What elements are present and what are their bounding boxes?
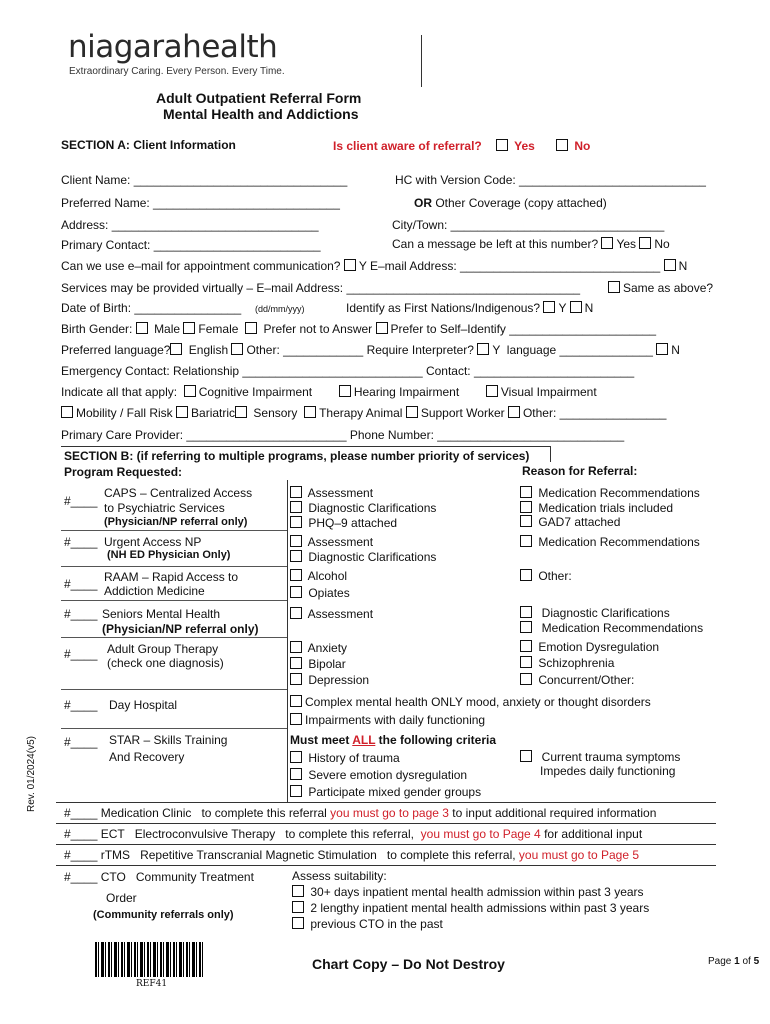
group-emotion[interactable]: Emotion Dysregulation <box>520 640 659 654</box>
medication-clinic-row: #____ Medication Clinic to complete this referral you must go to page 3 to input additional required information <box>64 806 657 820</box>
group-note: (check one diagnosis) <box>107 656 224 670</box>
star-severe[interactable]: Severe emotion dysregulation <box>290 768 467 782</box>
checkbox[interactable] <box>290 550 302 562</box>
cto-30-days[interactable]: 30+ days inpatient mental health admission within past 3 years <box>292 885 644 899</box>
checkbox[interactable] <box>520 535 532 547</box>
group-depression[interactable]: Depression <box>290 673 369 687</box>
revision-label: Rev. 01/2024(v5) <box>26 736 37 812</box>
cto-2-admissions[interactable]: 2 lengthy inpatient mental health admissions within past 3 years <box>292 901 649 915</box>
seniors-diagnostic[interactable]: Diagnostic Clarifications <box>520 606 670 620</box>
row-separator <box>61 566 287 567</box>
checkbox[interactable] <box>290 607 302 619</box>
group-anxiety[interactable]: Anxiety <box>290 641 347 655</box>
email-no-checkbox[interactable] <box>664 259 676 271</box>
logo-divider <box>421 35 422 87</box>
aware-question: Is client aware of referral? <box>333 139 482 153</box>
visual-checkbox[interactable] <box>486 385 498 397</box>
aware-yes[interactable]: Yes <box>496 139 535 153</box>
address-field[interactable]: Address: _______________________________ <box>61 218 319 232</box>
cto-previous[interactable]: previous CTO in the past <box>292 917 443 931</box>
client-name-field[interactable]: Client Name: ________________________________ <box>61 173 348 187</box>
preferred-name-field[interactable]: Preferred Name: ____________________________ <box>61 196 340 210</box>
emergency-contact-field[interactable]: Emergency Contact: Relationship ___________________________ Contact: ________________________ <box>61 364 635 378</box>
checkbox[interactable] <box>290 486 302 498</box>
english-checkbox[interactable] <box>170 343 182 355</box>
section-b-right-line <box>550 446 551 462</box>
first-nations-question: Identify as First Nations/Indigenous? Y N <box>346 301 594 315</box>
birth-gender-row: Birth Gender: Male Female Prefer not to Answer Prefer to Self–Identify ______________________ <box>61 322 657 336</box>
cognitive-checkbox[interactable] <box>184 385 196 397</box>
raam-name: RAAM – Rapid Access to <box>104 570 239 584</box>
group-name: Adult Group Therapy <box>107 642 219 656</box>
form-subtitle: Mental Health and Addictions <box>163 106 359 122</box>
checkbox[interactable] <box>520 640 532 652</box>
self-identify-checkbox[interactable] <box>376 322 388 334</box>
aware-no-checkbox[interactable] <box>556 139 568 151</box>
caps-note: (Physician/NP referral only) <box>104 516 248 528</box>
caps-name-2: to Psychiatric Services <box>104 501 225 515</box>
checkbox[interactable] <box>290 785 302 797</box>
dob-format: (dd/mm/yyy) <box>255 304 305 314</box>
ect-row: #____ ECT Electroconvulsive Therapy to complete this referral, you must go to Page 4 for additional input <box>64 827 643 841</box>
chart-copy: Chart Copy – Do Not Destroy <box>312 956 505 972</box>
other-coverage: OR Other Coverage (copy attached) <box>414 196 607 210</box>
group-bipolar[interactable]: Bipolar <box>290 657 346 671</box>
city-town-field[interactable]: City/Town: ________________________________ <box>392 218 665 232</box>
msg-no-checkbox[interactable] <box>639 237 651 249</box>
cto-note: (Community referrals only) <box>93 909 234 921</box>
seniors-note: (Physician/NP referral only) <box>102 622 259 636</box>
checkbox[interactable] <box>520 515 532 527</box>
raam-opiates[interactable]: Opiates <box>290 586 350 600</box>
logo-tagline: Extraordinary Caring. Every Person. Every Time. <box>69 66 285 77</box>
checkbox[interactable] <box>290 535 302 547</box>
checkbox[interactable] <box>290 569 302 581</box>
caps-med-rec[interactable]: Medication Recommendations <box>520 486 700 500</box>
checkbox[interactable] <box>290 768 302 780</box>
checkbox[interactable] <box>520 621 532 633</box>
needs-row: Mobility / Fall Risk Bariatric Sensory Therapy Animal Support Worker Other: ________________ <box>61 406 666 420</box>
virtual-email-field[interactable]: Services may be provided virtually – E–mail Address: ___________________________________ <box>61 281 581 295</box>
checkbox[interactable] <box>520 501 532 513</box>
other-lang-checkbox[interactable] <box>231 343 243 355</box>
star-name-2: And Recovery <box>109 750 185 764</box>
aware-no[interactable]: No <box>556 139 590 153</box>
reason-label: Reason for Referral: <box>522 464 638 478</box>
star-current[interactable]: Current trauma symptoms <box>520 750 680 764</box>
section-divider <box>56 844 716 845</box>
star-participate[interactable]: Participate mixed gender groups <box>290 785 481 799</box>
row-separator <box>61 600 287 601</box>
checkbox[interactable] <box>290 516 302 528</box>
section-a-heading: SECTION A: Client Information <box>61 138 236 152</box>
same-as-above-checkbox[interactable] <box>608 281 620 293</box>
urgent-priority[interactable]: #____ <box>64 535 98 549</box>
same-as-above[interactable]: Same as above? <box>608 281 713 295</box>
fn-yes-checkbox[interactable] <box>543 301 555 313</box>
raam-other[interactable]: Other: <box>520 569 572 583</box>
checkbox[interactable] <box>292 901 304 913</box>
checkbox[interactable] <box>520 606 532 618</box>
row-separator <box>61 689 287 690</box>
checkbox[interactable] <box>290 673 302 685</box>
indicate-row: Indicate all that apply: Cognitive Impairment Hearing Impairment Visual Impairment <box>61 385 597 399</box>
star-criteria: Must meet ALL the following criteria <box>290 733 497 747</box>
raam-priority[interactable]: #____ <box>64 577 98 591</box>
section-divider <box>56 823 716 824</box>
star-name: STAR – Skills Training <box>109 733 228 747</box>
bariatric-checkbox[interactable] <box>176 406 188 418</box>
email-yes-checkbox[interactable] <box>344 259 356 271</box>
aware-yes-checkbox[interactable] <box>496 139 508 151</box>
row-separator <box>61 637 287 638</box>
group-priority[interactable]: #____ <box>64 647 98 661</box>
urgent-med-rec[interactable]: Medication Recommendations <box>520 535 700 549</box>
checkbox[interactable] <box>292 885 304 897</box>
group-concurrent[interactable]: Concurrent/Other: <box>520 673 634 687</box>
checkbox[interactable] <box>520 486 532 498</box>
day-name: Day Hospital <box>109 698 178 712</box>
row-separator <box>61 728 287 729</box>
dob-field[interactable]: Date of Birth: ________________ <box>61 301 242 315</box>
checkbox[interactable] <box>290 586 302 598</box>
email-question: Can we use e–mail for appointment communication? Y E–mail Address: ______________________________ N <box>61 259 688 273</box>
caps-name: CAPS – Centralized Access <box>104 486 253 500</box>
rtms-row: #____ rTMS Repetitive Transcranial Magnetic Stimulation to complete this referral, you must go to Page 5 <box>64 848 639 862</box>
urgent-assessment[interactable]: Assessment <box>290 535 373 549</box>
section-divider <box>56 802 716 803</box>
support-worker-checkbox[interactable] <box>406 406 418 418</box>
caps-gad7[interactable]: GAD7 attached <box>520 515 620 529</box>
interp-no-checkbox[interactable] <box>656 343 668 355</box>
male-checkbox[interactable] <box>136 322 148 334</box>
female-checkbox[interactable] <box>183 322 195 334</box>
program-requested-label: Program Requested: <box>64 465 183 479</box>
urgent-diagnostic[interactable]: Diagnostic Clarifications <box>290 550 436 564</box>
section-b-heading: SECTION B: (if referring to multiple programs, please number priority of services) <box>64 449 530 463</box>
checkbox[interactable] <box>290 695 302 707</box>
checkbox[interactable] <box>290 751 302 763</box>
cto-assess: Assess suitability: <box>292 869 387 883</box>
therapy-animal-checkbox[interactable] <box>304 406 316 418</box>
page-number: Page 1 of 5 <box>708 956 760 967</box>
seniors-assessment[interactable]: Assessment <box>290 607 373 621</box>
cto-order: Order <box>106 891 137 905</box>
section-divider <box>56 865 716 866</box>
ref-code: REF41 <box>136 979 168 989</box>
primary-contact-field[interactable]: Primary Contact: _________________________ <box>61 238 321 252</box>
logo: niagarahealth <box>68 29 278 65</box>
caps-assessment[interactable]: Assessment <box>290 486 373 500</box>
urgent-name: Urgent Access NP <box>104 535 202 549</box>
form-title: Adult Outpatient Referral Form <box>156 90 362 106</box>
interp-yes-checkbox[interactable] <box>477 343 489 355</box>
caps-priority[interactable]: #____ <box>64 494 98 508</box>
other-apply-checkbox[interactable] <box>508 406 520 418</box>
prefer-not-checkbox[interactable] <box>245 322 257 334</box>
star-history[interactable]: History of trauma <box>290 751 400 765</box>
seniors-priority[interactable]: #____ <box>64 607 98 621</box>
caps-phq9[interactable]: PHQ–9 attached <box>290 516 397 530</box>
checkbox[interactable] <box>292 917 304 929</box>
group-schizophrenia[interactable]: Schizophrenia <box>520 656 614 670</box>
caps-med-trials[interactable]: Medication trials included <box>520 501 673 515</box>
raam-alcohol[interactable]: Alcohol <box>290 569 347 583</box>
urgent-note: (NH ED Physician Only) <box>107 549 231 561</box>
hc-version-field[interactable]: HC with Version Code: ____________________________ <box>395 173 706 187</box>
day-priority[interactable]: #____ <box>64 698 98 712</box>
barcode <box>95 942 203 977</box>
hearing-checkbox[interactable] <box>339 385 351 397</box>
checkbox[interactable] <box>290 713 302 725</box>
caps-diagnostic[interactable]: Diagnostic Clarifications <box>290 501 436 515</box>
msg-yes-checkbox[interactable] <box>601 237 613 249</box>
cto-priority[interactable]: #____ CTO Community Treatment <box>64 870 254 884</box>
fn-no-checkbox[interactable] <box>570 301 582 313</box>
checkbox[interactable] <box>290 641 302 653</box>
primary-care-field[interactable]: Primary Care Provider: ________________________ Phone Number: ____________________________ <box>61 428 625 442</box>
star-priority[interactable]: #____ <box>64 735 98 749</box>
day-impairments[interactable]: Impairments with daily functioning <box>290 713 485 727</box>
sensory-checkbox[interactable] <box>235 406 247 418</box>
checkbox[interactable] <box>520 569 532 581</box>
checkbox[interactable] <box>520 673 532 685</box>
program-column-divider <box>287 480 288 802</box>
row-separator <box>61 530 287 531</box>
message-question: Can a message be left at this number? Yes No <box>392 237 670 251</box>
raam-name-2: Addiction Medicine <box>104 584 205 598</box>
checkbox[interactable] <box>290 501 302 513</box>
checkbox[interactable] <box>520 656 532 668</box>
mobility-checkbox[interactable] <box>61 406 73 418</box>
day-complex[interactable]: Complex mental health ONLY mood, anxiety or thought disorders <box>290 695 651 709</box>
language-row: Preferred language? English Other: ____________ Require Interpreter? Y language ______________ N <box>61 343 680 357</box>
section-b-top-line <box>61 446 551 447</box>
seniors-name: Seniors Mental Health <box>102 607 221 621</box>
checkbox[interactable] <box>520 750 532 762</box>
star-impedes: Impedes daily functioning <box>540 764 676 778</box>
checkbox[interactable] <box>290 657 302 669</box>
seniors-med-rec[interactable]: Medication Recommendations <box>520 621 703 635</box>
